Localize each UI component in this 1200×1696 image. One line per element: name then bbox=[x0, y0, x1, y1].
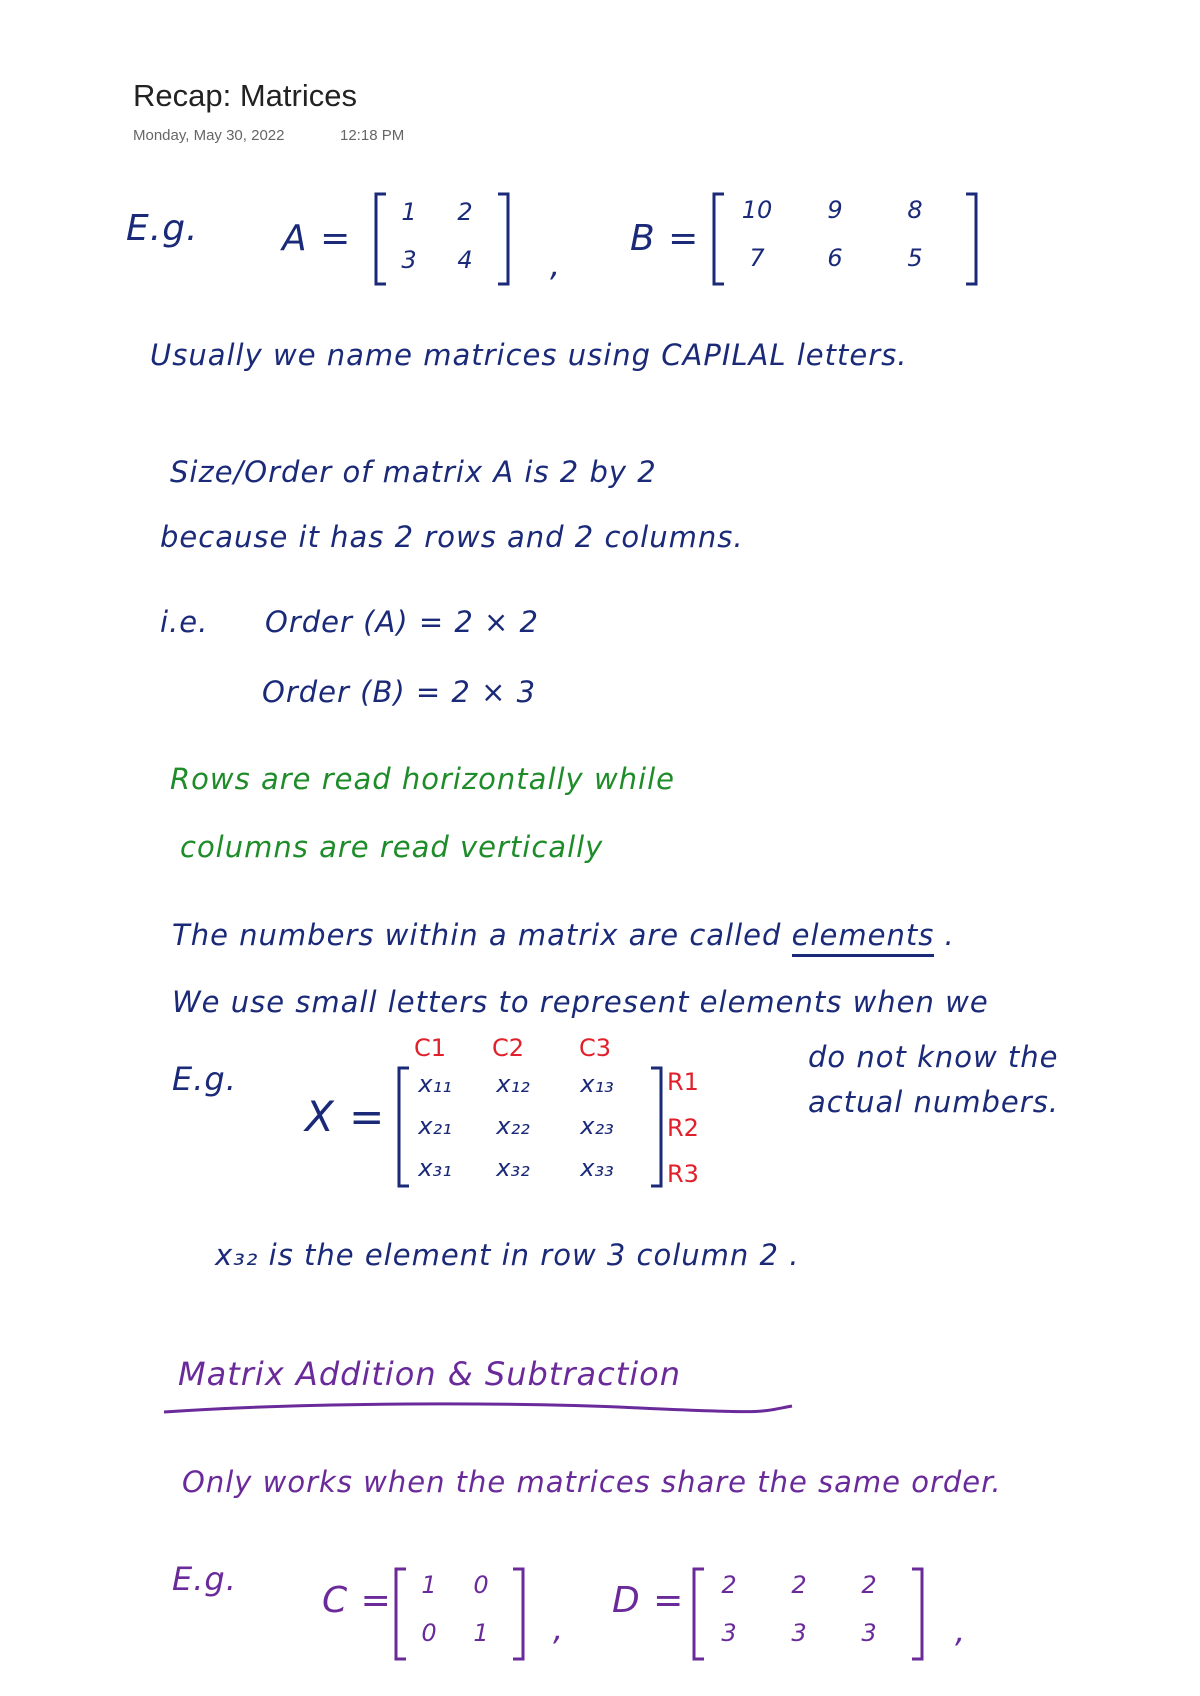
matrix-x-cell: x₃₁ bbox=[418, 1154, 452, 1182]
matrix-c-label: C = bbox=[322, 1580, 392, 1621]
matrix-d-cell: 3 bbox=[861, 1619, 877, 1647]
col-label: C2 bbox=[491, 1034, 525, 1062]
separator-comma-2: , bbox=[553, 1610, 565, 1648]
matrix-a bbox=[372, 190, 512, 290]
note-dont-know-1: do not know the bbox=[808, 1040, 1059, 1074]
page-time: 12:18 PM bbox=[340, 127, 405, 144]
note-ie: i.e. bbox=[160, 605, 209, 639]
eg-label-1: E.g. bbox=[126, 208, 199, 249]
col-label: C3 bbox=[578, 1034, 612, 1062]
matrix-x-cell: x₁₂ bbox=[496, 1070, 530, 1098]
eg-label-3: E.g. bbox=[172, 1560, 237, 1598]
matrix-b-cell: 7 bbox=[749, 244, 765, 272]
matrix-c-cell: 0 bbox=[421, 1619, 437, 1647]
note-size-order: Size/Order of matrix A is 2 by 2 bbox=[170, 455, 657, 489]
page-date: Monday, May 30, 2022 bbox=[133, 127, 285, 144]
section-heading-addition: Matrix Addition & Subtraction bbox=[178, 1355, 682, 1393]
matrix-c bbox=[392, 1565, 527, 1665]
matrix-a-cell: 1 bbox=[401, 198, 417, 226]
separator-comma: , bbox=[550, 246, 562, 284]
col-label: C1 bbox=[413, 1034, 447, 1062]
matrix-d-cell: 3 bbox=[721, 1619, 737, 1647]
matrix-d-cell: 2 bbox=[861, 1571, 877, 1599]
row-label: R3 bbox=[667, 1160, 699, 1188]
matrix-x-cell: x₁₁ bbox=[418, 1070, 452, 1098]
matrix-x-cell: x₃₃ bbox=[580, 1154, 614, 1182]
note-order-b: Order (B) = 2 × 3 bbox=[262, 675, 537, 709]
note-x32: x₃₂ is the element in row 3 column 2 . bbox=[215, 1238, 800, 1272]
note-elements-pre: The numbers within a matrix are called bbox=[172, 918, 792, 952]
row-label: R1 bbox=[667, 1068, 699, 1096]
page-title: Recap: Matrices bbox=[133, 78, 357, 113]
note-because: because it has 2 rows and 2 columns. bbox=[160, 520, 744, 554]
matrix-c-cell: 1 bbox=[421, 1571, 437, 1599]
note-capital-letters: Usually we name matrices using CAPILAL letters. bbox=[150, 338, 908, 372]
matrix-x-cell: x₂₂ bbox=[496, 1112, 530, 1140]
row-label: R2 bbox=[667, 1114, 699, 1142]
note-same-order: Only works when the matrices share the same order. bbox=[182, 1465, 1002, 1499]
matrix-d-cell: 2 bbox=[791, 1571, 807, 1599]
matrix-x-cell: x₂₁ bbox=[418, 1112, 452, 1140]
matrix-d-cell: 3 bbox=[791, 1619, 807, 1647]
matrix-a-label: A = bbox=[282, 218, 352, 259]
matrix-b-cell: 5 bbox=[907, 244, 923, 272]
eg-label-2: E.g. bbox=[172, 1060, 237, 1098]
matrix-a-cell: 2 bbox=[457, 198, 473, 226]
note-elements bbox=[172, 918, 955, 952]
matrix-b-cell: 10 bbox=[741, 196, 773, 224]
note-rows-horizontal: Rows are read horizontally while bbox=[170, 762, 675, 796]
matrix-b-cell: 8 bbox=[907, 196, 923, 224]
matrix-a-cell: 4 bbox=[457, 246, 473, 274]
matrix-x-label: X = bbox=[305, 1092, 386, 1141]
note-elements-word: elements bbox=[792, 918, 935, 957]
matrix-b bbox=[710, 190, 980, 290]
matrix-c-cell: 0 bbox=[473, 1571, 489, 1599]
note-small-letters: We use small letters to represent elements when we bbox=[172, 985, 989, 1019]
matrix-d bbox=[690, 1565, 930, 1665]
matrix-x bbox=[395, 1034, 725, 1190]
matrix-x-cell: x₁₃ bbox=[580, 1070, 614, 1098]
matrix-b-cell: 9 bbox=[827, 196, 843, 224]
heading-underline bbox=[160, 1400, 800, 1420]
matrix-x-cell: x₃₂ bbox=[496, 1154, 530, 1182]
note-elements-post: . bbox=[934, 918, 955, 952]
note-columns-vertical: columns are read vertically bbox=[180, 830, 604, 864]
trailing-comma: , bbox=[955, 1612, 967, 1650]
note-dont-know-2: actual numbers. bbox=[808, 1085, 1060, 1119]
matrix-d-cell: 2 bbox=[721, 1571, 737, 1599]
matrix-a-cell: 3 bbox=[401, 246, 417, 274]
matrix-b-label: B = bbox=[630, 218, 700, 259]
matrix-c-cell: 1 bbox=[473, 1619, 489, 1647]
matrix-d-label: D = bbox=[612, 1580, 685, 1621]
note-order-a: Order (A) = 2 × 2 bbox=[265, 605, 539, 639]
matrix-b-cell: 6 bbox=[827, 244, 843, 272]
matrix-x-cell: x₂₃ bbox=[580, 1112, 614, 1140]
